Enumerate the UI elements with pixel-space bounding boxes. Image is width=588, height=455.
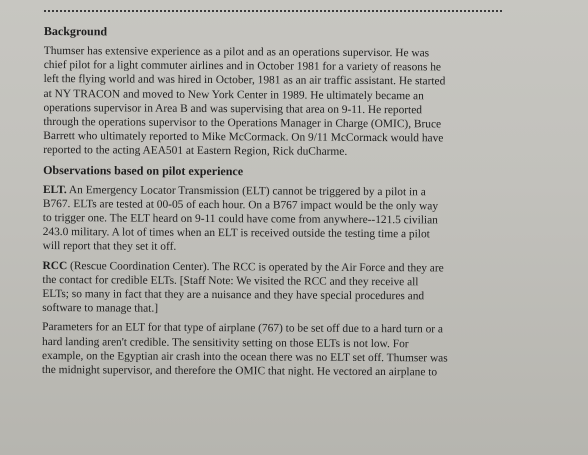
text-line: Parameters for an ELT for that type of airplane (767) to be set off due to a hard turn or a <box>42 321 444 336</box>
paragraph-rcc <box>42 259 542 319</box>
text-line: Thumser has extensive experience as a pilot and as an operations supervisor. He was <box>43 44 430 60</box>
text-line: hard landing aren't credible. The sensitivity setting on those ELTs is not low. For <box>42 335 409 350</box>
text-line: the midnight supervisor, and therefore the OMIC that night. He vectored an airplane to <box>41 364 438 379</box>
paragraph-parameters <box>42 320 542 380</box>
text-line: will report that they set it off. <box>42 240 177 254</box>
term-rcc: RCC <box>42 259 68 272</box>
text-line: through the operations supervisor to the Operations Manager in Charge (OMIC), Bruce <box>43 116 442 131</box>
document-body <box>42 22 544 385</box>
dotted-divider <box>44 10 502 12</box>
text-line: to trigger one. The ELT heard on 9-11 could have come from anywhere--121.5 civilian <box>42 212 438 227</box>
heading-observations: Observations based on pilot experience <box>43 162 244 178</box>
paragraph-background <box>43 44 544 161</box>
text-line: software to manage that.] <box>42 302 159 315</box>
heading-background: Background <box>43 23 108 39</box>
paragraph-elt <box>43 183 543 257</box>
text-line: the contact for credible ELTs. [Staff Note: We visited the RCC and they receive all <box>42 273 419 289</box>
text-line: operations supervisor in Area B and was supervising that area on 9-11. He reported <box>43 101 423 117</box>
text-line: chief pilot for a light commuter airlines and in October 1981 for a variety of reasons he <box>43 59 442 74</box>
text-span: (Rescue Coordination Center). The RCC is operated by the Air Force and they are <box>67 259 444 275</box>
text-line: reported to the acting AEA501 at Eastern Region, Rick duCharme. <box>43 144 348 159</box>
text-span: An Emergency Locator Transmission (ELT) cannot be triggered by a pilot in a <box>66 183 426 198</box>
text-line: ELTs; so many in fact that they are a nuisance and they have special procedures and <box>42 288 425 303</box>
text-line: Barrett who ultimately reported to Mike McCormack. On 9/11 McCormack would have <box>43 130 444 145</box>
term-elt: ELT. <box>42 183 67 196</box>
text-line: 243.0 military. A lot of times when an ELT is received outside the testing time a pilot <box>42 226 430 241</box>
text-line: at NY TRACON and moved to New York Center in 1989. He ultimately became an <box>43 87 424 102</box>
text-line: B767. ELTs are tested at 00-05 of each hour. On a B767 impact would be the only way <box>42 197 439 213</box>
text-line: example, on the Egyptian air crash into the ocean there was no ELT set off. Thumser was <box>41 349 448 365</box>
text-line: left the flying world and was hired in October, 1981 as an air traffic assistant. He started <box>43 73 446 88</box>
